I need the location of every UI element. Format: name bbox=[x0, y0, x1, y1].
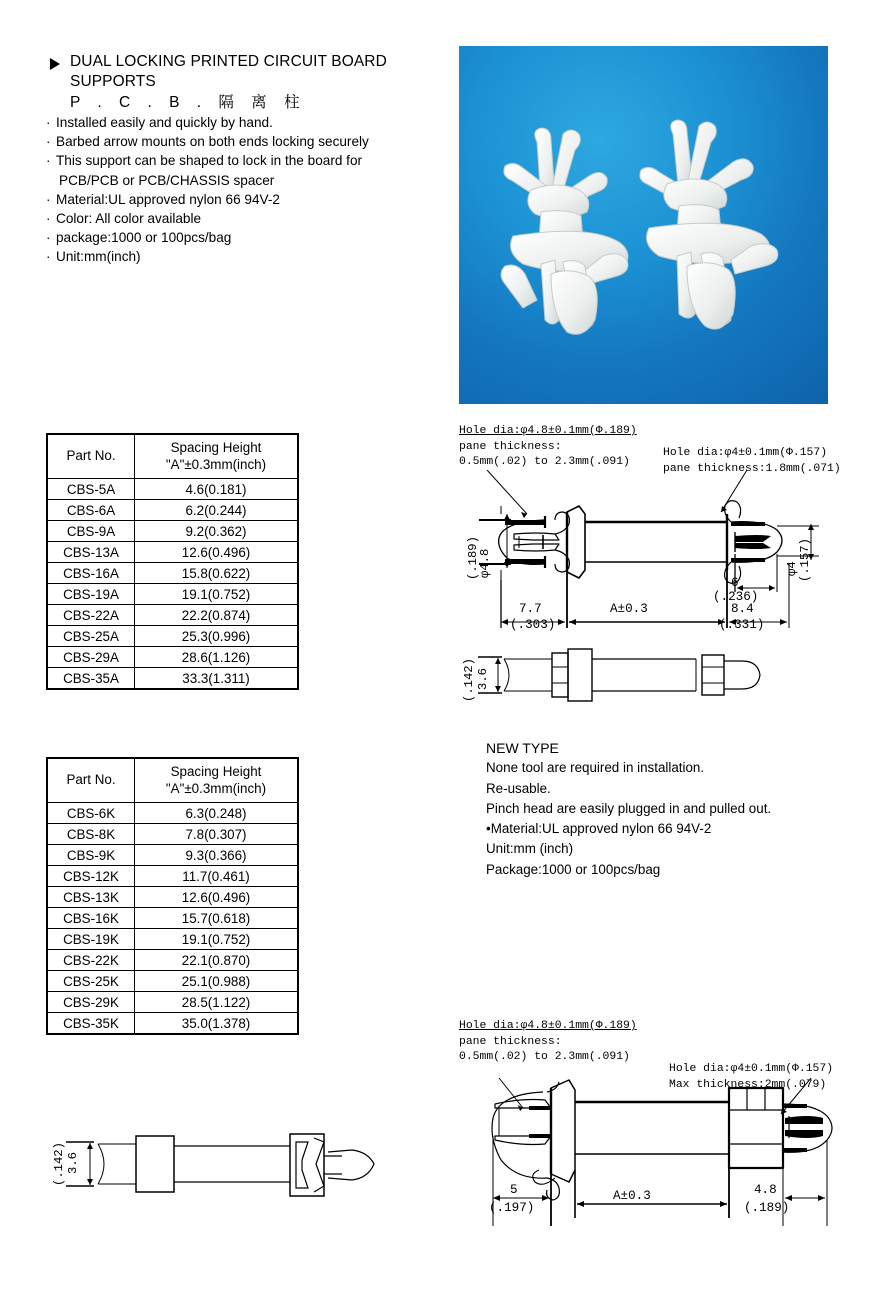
table-row bbox=[47, 479, 298, 500]
cell-height: 35.0(1.378) bbox=[135, 1013, 299, 1035]
note-line: 0.5mm(.02) to 2.3mm(.091) bbox=[459, 456, 630, 468]
cell-part-no: CBS-12K bbox=[47, 866, 135, 887]
cell-part-no: CBS-13A bbox=[47, 542, 135, 563]
dim-bottom-5: 5 bbox=[510, 1183, 518, 1197]
dim-top-side-val: 3.6 bbox=[476, 668, 490, 690]
header-part-no: Part No. bbox=[47, 434, 135, 479]
feature-label: Material:UL approved nylon 66 94V-2 bbox=[56, 191, 280, 207]
drawing-bottom-note-left bbox=[459, 1019, 637, 1066]
note-line: pane thickness: bbox=[459, 1035, 562, 1048]
dim-top-6-in: (.236) bbox=[713, 590, 759, 604]
cell-part-no: CBS-9A bbox=[47, 521, 135, 542]
new-type-heading: NEW TYPE bbox=[486, 740, 559, 756]
header-line2: "A"±0.3mm(inch) bbox=[165, 456, 267, 472]
cell-part-no: CBS-5A bbox=[47, 479, 135, 500]
new-type-line: None tool are required in installation. bbox=[486, 760, 705, 776]
cell-height: 22.2(0.874) bbox=[135, 605, 299, 626]
dim-top-right-paren: (.157) bbox=[798, 538, 812, 582]
dim-bottom-side-val: 3.6 bbox=[66, 1152, 80, 1174]
feature-item bbox=[46, 190, 456, 209]
cell-height: 25.1(0.988) bbox=[135, 971, 299, 992]
note-line: pane thickness: bbox=[459, 440, 562, 453]
table-row bbox=[47, 521, 298, 542]
feature-item bbox=[46, 171, 456, 190]
cell-height: 22.1(0.870) bbox=[135, 950, 299, 971]
cell-height: 12.6(0.496) bbox=[135, 542, 299, 563]
drawing-bottom-side-view bbox=[62, 1128, 412, 1203]
cell-height: 19.1(0.752) bbox=[135, 584, 299, 605]
table-row bbox=[47, 647, 298, 668]
table-row bbox=[47, 605, 298, 626]
dim-top-side-paren: (.142) bbox=[462, 658, 476, 702]
table-row bbox=[47, 950, 298, 971]
dim-bottom-a: A±0.3 bbox=[613, 1189, 651, 1203]
note-line: 0.5mm(.02) to 2.3mm(.091) bbox=[459, 1051, 630, 1063]
drawing-top-side-view bbox=[474, 645, 774, 707]
feature-label: This support can be shaped to lock in the board for bbox=[56, 153, 363, 169]
cell-part-no: CBS-29K bbox=[47, 992, 135, 1013]
cell-height: 4.6(0.181) bbox=[135, 479, 299, 500]
cell-part-no: CBS-25A bbox=[47, 626, 135, 647]
header-line2: "A"±0.3mm(inch) bbox=[165, 780, 267, 796]
table-header-row bbox=[47, 434, 298, 479]
cell-height: 9.3(0.366) bbox=[135, 845, 299, 866]
cell-height: 19.1(0.752) bbox=[135, 929, 299, 950]
note-line: Max thickness:2mm(.079) bbox=[669, 1078, 827, 1091]
table-row bbox=[47, 908, 298, 929]
feature-item bbox=[46, 209, 456, 228]
header-line1: Spacing Height bbox=[170, 440, 262, 455]
new-type-block bbox=[486, 738, 836, 880]
drawing-top-note-left bbox=[459, 424, 637, 471]
table-header-row bbox=[47, 758, 298, 803]
bullet-dot-icon: · bbox=[46, 249, 51, 265]
header-spacing-height bbox=[135, 758, 299, 803]
bullet-dot-icon: · bbox=[46, 191, 51, 207]
cell-part-no: CBS-13K bbox=[47, 887, 135, 908]
dim-top-8-4: 8.4 bbox=[731, 602, 754, 616]
note-line: Hole dia:φ4.8±0.1mm(Φ.189) bbox=[459, 1020, 637, 1032]
cell-height: 6.3(0.248) bbox=[135, 803, 299, 824]
table-row bbox=[47, 929, 298, 950]
note-line: Hole dia:φ4.8±0.1mm(Φ.189) bbox=[459, 425, 637, 437]
feature-item bbox=[46, 151, 456, 170]
drawing-bottom-assembly bbox=[459, 1078, 875, 1258]
product-photo bbox=[459, 46, 828, 404]
table-row bbox=[47, 845, 298, 866]
feature-item bbox=[46, 132, 456, 151]
dim-top-7-7-in: (.303) bbox=[510, 618, 556, 632]
cell-part-no: CBS-6A bbox=[47, 500, 135, 521]
spec-table-a bbox=[46, 433, 299, 690]
note-line: pane thickness:1.8mm(.071) bbox=[663, 462, 841, 475]
cell-height: 15.7(0.618) bbox=[135, 908, 299, 929]
bullet-dot-icon: · bbox=[46, 115, 51, 130]
cell-height: 11.7(0.461) bbox=[135, 866, 299, 887]
feature-label: Installed easily and quickly by hand. bbox=[56, 115, 273, 130]
feature-item bbox=[46, 228, 456, 247]
dim-top-left-paren: (.189) bbox=[466, 536, 480, 580]
dim-top-6: 6 bbox=[731, 576, 739, 590]
dim-bottom-side-paren: (.142) bbox=[52, 1142, 66, 1186]
cell-height: 7.8(0.307) bbox=[135, 824, 299, 845]
bullet-dot-icon: · bbox=[46, 230, 51, 246]
cell-part-no: CBS-19K bbox=[47, 929, 135, 950]
cell-height: 6.2(0.244) bbox=[135, 500, 299, 521]
cell-part-no: CBS-22K bbox=[47, 950, 135, 971]
cell-part-no: CBS-6K bbox=[47, 803, 135, 824]
table-row bbox=[47, 992, 298, 1013]
cell-part-no: CBS-9K bbox=[47, 845, 135, 866]
table-row bbox=[47, 500, 298, 521]
cell-height: 33.3(1.311) bbox=[135, 668, 299, 690]
table-row bbox=[47, 887, 298, 908]
feature-label: Color: All color available bbox=[56, 211, 202, 227]
bullet-dot-icon: · bbox=[46, 134, 51, 150]
new-type-line: Pinch head are easily plugged in and pulled out. bbox=[486, 800, 772, 816]
dim-bottom-5-in: (.197) bbox=[489, 1201, 535, 1215]
cell-height: 12.6(0.496) bbox=[135, 887, 299, 908]
feature-label: package:1000 or 100pcs/bag bbox=[56, 230, 232, 246]
header-spacing-height bbox=[135, 434, 299, 479]
table-row bbox=[47, 563, 298, 584]
product-title-en: DUAL LOCKING PRINTED CIRCUIT BOARD SUPPORTS bbox=[70, 53, 387, 90]
dim-top-7-7: 7.7 bbox=[519, 602, 542, 616]
table-row bbox=[47, 542, 298, 563]
cell-part-no: CBS-8K bbox=[47, 824, 135, 845]
cell-part-no: CBS-22A bbox=[47, 605, 135, 626]
cell-part-no: CBS-25K bbox=[47, 971, 135, 992]
feature-label: Barbed arrow mounts on both ends locking securely bbox=[56, 134, 369, 150]
header-part-no: Part No. bbox=[47, 758, 135, 803]
product-title-cn: P . C . B . 隔 离 柱 bbox=[70, 94, 306, 111]
triangle-bullet-icon bbox=[50, 58, 60, 70]
table-row bbox=[47, 866, 298, 887]
table-row bbox=[47, 971, 298, 992]
dim-bottom-4-8: 4.8 bbox=[754, 1183, 777, 1197]
dim-top-8-4-in: (.331) bbox=[719, 618, 765, 632]
table-row bbox=[47, 803, 298, 824]
cell-part-no: CBS-19A bbox=[47, 584, 135, 605]
cell-part-no: CBS-29A bbox=[47, 647, 135, 668]
new-type-line: Unit:mm (inch) bbox=[486, 841, 574, 857]
header-line1: Spacing Height bbox=[170, 764, 262, 779]
feature-item bbox=[46, 247, 456, 266]
cell-height: 28.5(1.122) bbox=[135, 992, 299, 1013]
table-row bbox=[47, 824, 298, 845]
dim-bottom-4-8-in: (.189) bbox=[744, 1201, 790, 1215]
cell-height: 25.3(0.996) bbox=[135, 626, 299, 647]
note-line: Hole dia:φ4±0.1mm(Φ.157) bbox=[663, 447, 828, 459]
new-type-line: Re-usable. bbox=[486, 780, 551, 796]
table-row bbox=[47, 584, 298, 605]
dim-top-left-dia: φ4.8 bbox=[478, 548, 492, 578]
feature-item bbox=[46, 113, 456, 132]
cell-part-no: CBS-35A bbox=[47, 668, 135, 690]
nylon-support-right-image bbox=[637, 118, 828, 348]
new-type-line: •Material:UL approved nylon 66 94V-2 bbox=[486, 821, 712, 837]
new-type-line: Package:1000 or 100pcs/bag bbox=[486, 861, 661, 877]
note-line: Hole dia:φ4±0.1mm(Φ.157) bbox=[669, 1063, 834, 1075]
bullet-dot-icon: · bbox=[46, 211, 51, 227]
spec-table-k bbox=[46, 757, 299, 1035]
feature-label: Unit:mm(inch) bbox=[56, 249, 141, 265]
table-row bbox=[47, 626, 298, 647]
cell-height: 28.6(1.126) bbox=[135, 647, 299, 668]
cell-part-no: CBS-35K bbox=[47, 1013, 135, 1035]
dim-top-right-dia: φ4 bbox=[785, 561, 799, 576]
cell-height: 15.8(0.622) bbox=[135, 563, 299, 584]
bullet-dot-icon: · bbox=[46, 153, 51, 169]
table-row bbox=[47, 668, 298, 690]
cell-height: 9.2(0.362) bbox=[135, 521, 299, 542]
dim-top-a: A±0.3 bbox=[610, 602, 648, 616]
cell-part-no: CBS-16A bbox=[47, 563, 135, 584]
table-row bbox=[47, 1013, 298, 1035]
cell-part-no: CBS-16K bbox=[47, 908, 135, 929]
feature-text-block bbox=[46, 52, 456, 267]
feature-label: PCB/PCB or PCB/CHASSIS spacer bbox=[59, 172, 275, 188]
